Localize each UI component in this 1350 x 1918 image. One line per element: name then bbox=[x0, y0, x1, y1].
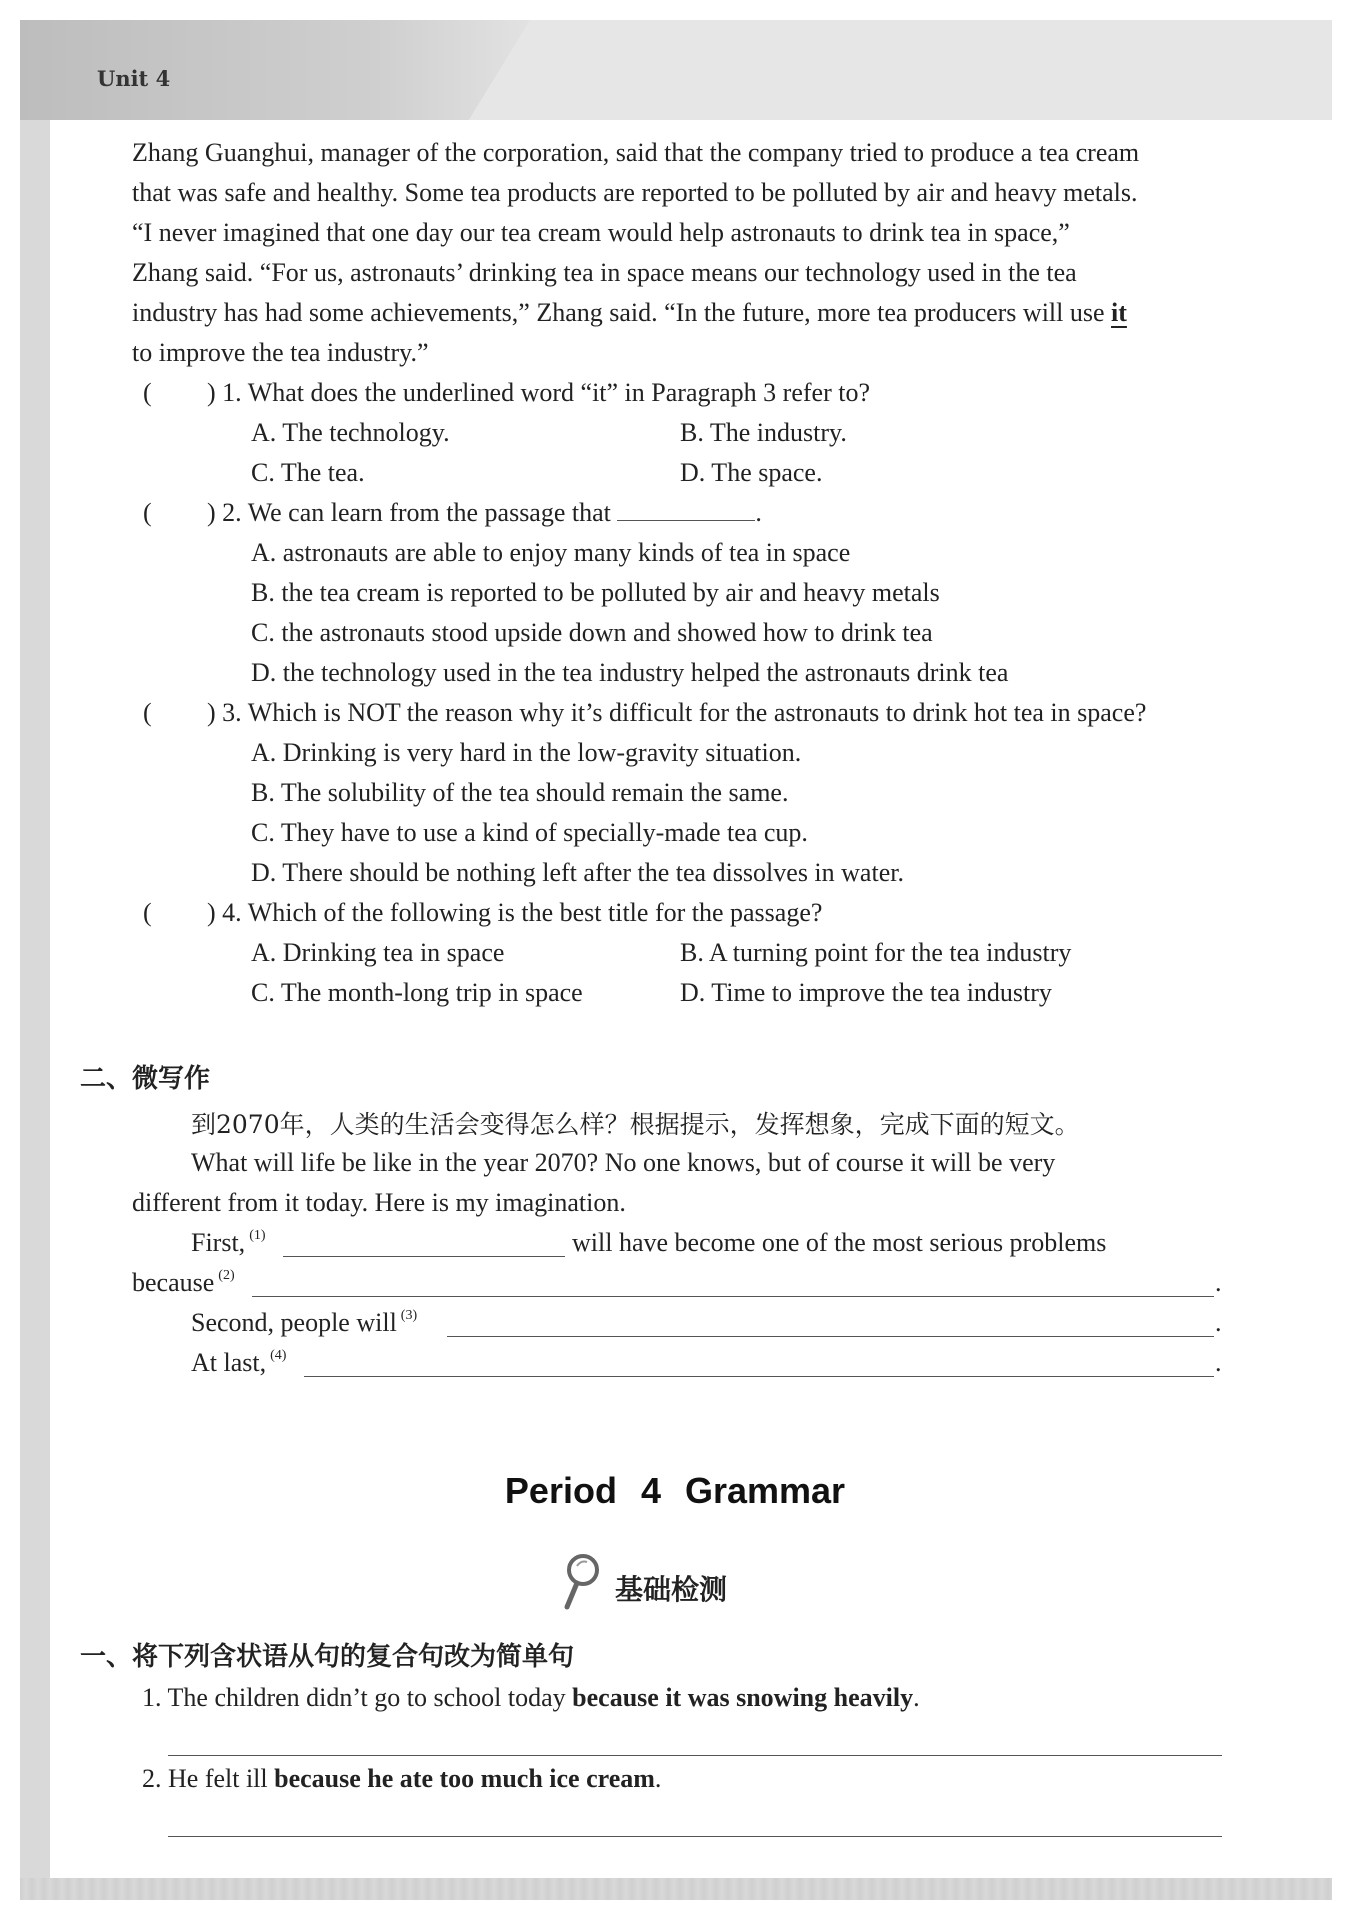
question-stem: ) 3. Which is NOT the reason why it’s difficult for the astronauts to drink hot tea in space? bbox=[207, 698, 1147, 727]
option-b: B. The solubility of the tea should remain the same. bbox=[251, 778, 789, 807]
option-a: A. The technology. bbox=[251, 418, 450, 447]
blank-number: (3) bbox=[400, 1308, 418, 1323]
fill-blank[interactable] bbox=[617, 496, 755, 521]
passage-text: industry has had some achievements,” Zhang said. “In the future, more tea producers will use bbox=[132, 298, 1112, 327]
item-text: 2. He felt ill bbox=[142, 1764, 275, 1793]
grammar-item-2 bbox=[142, 1762, 661, 1796]
option-d: D. the technology used in the tea industry helped the astronauts drink tea bbox=[251, 658, 1009, 687]
passage-line: that was safe and healthy. Some tea products are reported to be polluted by air and heavy metals. bbox=[132, 178, 1138, 207]
item-bold-clause: because he ate too much ice cream bbox=[274, 1764, 655, 1793]
period-mark: . bbox=[1215, 1268, 1222, 1297]
blank-number: (4) bbox=[270, 1348, 287, 1363]
answer-paren: ( bbox=[143, 378, 152, 407]
passage-line: to improve the tea industry.” bbox=[132, 338, 429, 367]
writing-intro: different from it today. Here is my imagination. bbox=[132, 1188, 626, 1217]
writing-second bbox=[191, 1306, 417, 1345]
option-d: D. Time to improve the tea industry bbox=[680, 978, 1052, 1007]
underlined-word-it: it bbox=[1111, 298, 1127, 327]
magnifier-icon bbox=[555, 1552, 605, 1612]
writing-first bbox=[191, 1226, 266, 1265]
answer-paren: ( bbox=[143, 898, 152, 927]
option-c: C. The month-long trip in space bbox=[251, 978, 583, 1007]
question-stem: ) 4. Which of the following is the best title for the passage? bbox=[207, 898, 823, 927]
passage-line bbox=[132, 296, 1127, 330]
passage-line: “I never imagined that one day our tea cream would help astronauts to drink tea in space,” bbox=[132, 218, 1070, 247]
option-b: B. A turning point for the tea industry bbox=[680, 938, 1072, 967]
option-c: C. They have to use a kind of specially-made tea cup. bbox=[251, 818, 808, 847]
first-label: First, bbox=[191, 1228, 246, 1257]
item-text: 1. The children didn’t go to school today bbox=[142, 1683, 573, 1712]
option-d: D. The space. bbox=[680, 458, 823, 487]
basic-test-label: 基础检测 bbox=[615, 1573, 728, 1606]
passage-line: Zhang Guanghui, manager of the corporation, said that the company tried to produce a tea cream bbox=[132, 138, 1140, 167]
writing-instruction: 到2070年，人类的生活会变得怎么样？根据提示，发挥想象，完成下面的短文。 bbox=[191, 1110, 1080, 1139]
item-end: . bbox=[654, 1764, 662, 1793]
item-end: . bbox=[913, 1683, 920, 1712]
second-label: Second, people will bbox=[191, 1308, 397, 1337]
option-b: B. The industry. bbox=[680, 418, 847, 447]
writing-because bbox=[132, 1266, 235, 1305]
section-heading-writing: 二、微写作 bbox=[80, 1064, 211, 1094]
option-a: A. astronauts are able to enjoy many kinds of tea in space bbox=[251, 538, 851, 567]
option-b: B. the tea cream is reported to be polluted by air and heavy metals bbox=[251, 578, 940, 607]
answer-line-1[interactable] bbox=[168, 1755, 1222, 1756]
answer-blank-1[interactable] bbox=[283, 1256, 565, 1257]
option-d: D. There should be nothing left after the tea dissolves in water. bbox=[251, 858, 904, 887]
item-bold-clause: because it was snowing heavily bbox=[572, 1683, 914, 1712]
period-mark: . bbox=[1215, 1348, 1222, 1377]
answer-line-2[interactable] bbox=[168, 1836, 1222, 1837]
writing-first-rest: will have become one of the most serious problems bbox=[572, 1228, 1107, 1257]
answer-paren: ( bbox=[143, 498, 152, 527]
grammar-item-1 bbox=[142, 1681, 920, 1715]
option-a: A. Drinking tea in space bbox=[251, 938, 505, 967]
question-stem: ) 1. What does the underlined word “it” in Paragraph 3 refer to? bbox=[207, 378, 870, 407]
footer-band bbox=[20, 1878, 1332, 1900]
writing-intro: What will life be like in the year 2070? No one knows, but of course it will be very bbox=[191, 1148, 1056, 1177]
question-stem-text: ) 2. We can learn from the passage that bbox=[207, 498, 611, 527]
passage-line: Zhang said. “For us, astronauts’ drinking tea in space means our technology used in the tea bbox=[132, 258, 1077, 287]
period-title: Period 4 Grammar bbox=[504, 1470, 846, 1511]
at-last-label: At last, bbox=[191, 1348, 267, 1377]
blank-number: (2) bbox=[218, 1268, 235, 1283]
unit-label: Unit 4 bbox=[97, 66, 171, 91]
because-label: because bbox=[132, 1268, 215, 1297]
option-c: C. the astronauts stood upside down and showed how to drink tea bbox=[251, 618, 933, 647]
left-margin-strip bbox=[20, 120, 50, 1900]
writing-at-last bbox=[191, 1346, 286, 1385]
option-c: C. The tea. bbox=[251, 458, 365, 487]
answer-blank-4[interactable] bbox=[304, 1376, 1214, 1377]
answer-blank-3[interactable] bbox=[447, 1336, 1214, 1337]
answer-paren: ( bbox=[143, 698, 152, 727]
period-mark: . bbox=[1215, 1308, 1222, 1337]
option-a: A. Drinking is very hard in the low-gravity situation. bbox=[251, 738, 802, 767]
blank-number: (1) bbox=[249, 1228, 266, 1243]
question-stem bbox=[207, 496, 762, 530]
stem-end: . bbox=[755, 498, 762, 527]
section-heading-grammar: 一、将下列含状语从句的复合句改为简单句 bbox=[80, 1642, 575, 1672]
answer-blank-2[interactable] bbox=[252, 1296, 1214, 1297]
